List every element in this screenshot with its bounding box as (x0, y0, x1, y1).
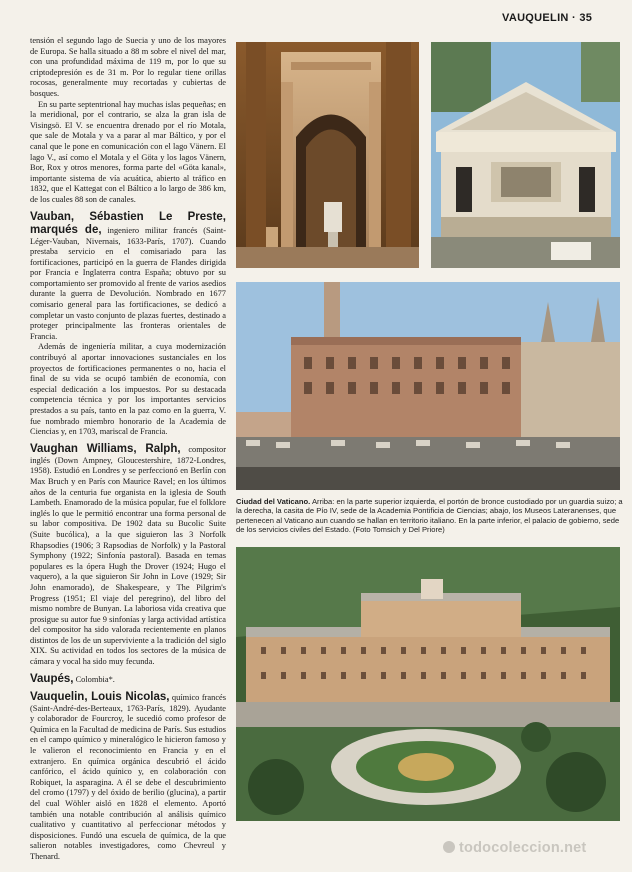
text-column (30, 36, 227, 861)
entry-vaupes (30, 673, 226, 686)
continued-paragraph: En su parte septentrional hay muchas islas pequeñas; en la meridional, por el contrario, se alza la gran isla de Visingsö. El V. se encuentra drenado por el río Motala, que sale de Motala y va a parar al mar Báltico, y por el canal que le pone en comunicación con el lago Vänern. El lago V., así como el Motala y el Göta y los lagos Vänern, Bor, Rox y otros menores, forma parte del «Göta kanal», importante sistema de vía acuática, abierto al tráfico en 1832, que el Kattegat con el Báltico a lo largo de 386 km, de los cuales 88 son de canales. (30, 99, 226, 204)
casita-pio-iv-photo (431, 42, 620, 268)
entry-text: compositor inglés (Down Ampney, Gloucestershire, 1872-Londres, 1958). Estudió en Londres y se perfeccionó en Berlín con Max Bruch y en París con Maurice Ravel; en los últimos años de la centuria fue organista en la iglesia de South Lambeth. Enamorado de la música popular, fue el folklore inglés lo que le permitió encontrar una forma personal de su labor compositiva. De 1902 data su Bucolic Suite (Suite bucólica), a la que siguieron las 3 Norfolk Rhapsodies (1906; 3 Rapsodias de Norfolk) y la Pastoral Symphony (1922; Sinfonía pastoral). Basada en temas populares es la ópera Hugh the Drover (1924; Hugo el vaquero), a la que siguieron Sir John in Love (1929; Sir John enamorado), de Shakespeare, y The Pilgrim's Progress (1951; El viaje del peregrino), del libro del mismo nombre de Bunyan. La laboriosa vida creativa que prosigue su autor fue 9 sinfonías y larga actividad artística del compositor ha sido valorada recientemente en planos distintos de los de un superviviente a la tradición del siglo XIX. Su actividad en todos los sectores de la música de cámara y vocal ha sido muy fecunda. (30, 444, 226, 667)
continued-paragraph: tensión el segundo lago de Suecia y uno de los mayores de Europa. Se halla situado a 88 m sobre el nivel del mar, con una profundidad máxima de 119 m, por lo que su criptodepresión es de 31 m. Por lo regular tiene orillas rocosas, generalmente muy recortadas y cubiertas de bosques. (30, 36, 226, 98)
entry-headword: Vaughan Williams, Ralph, (30, 442, 181, 455)
entry-text: Además de ingeniería militar, a cuya modernización contribuyó al aportar innovaciones sustanciales en los proyectos de fortificaciones permanentes o no, hacia el final de su vida se ocupó también de economía, con especial dedicación a los impuestos. Por su destacada competencia técnica y por los importantes servicios prestados a su país, tanto en la paz como en la guerra, V. fue nombrado miembro honorario de la Academia de Ciencias y, en 1703, mariscal de Francia. (30, 342, 226, 437)
photo-caption (236, 497, 626, 545)
entry-headword: Vauquelin, Louis Nicolas, (30, 690, 170, 703)
entry-text: químico francés (Saint-André-des-Berteaux, 1763-París, 1829). Ayudante y colaborador de Fourcroy, le sucedió como profesor de Química en la Facultad de medicina de París. Sus estudios en el campo químico y mineralógico le hicieron famoso y le valieron el reconocimiento en Francia y en el extranjero. En química orgánica descubrió el ácido canfórico, el ácido quínico y, en colaboración con Robiquet, la asparagina. A él se debe el descubrimiento del cromo (1797) y del óxido de berilio (glucina), a partir del cual Wöhler aisló en 1828 el elemento. Aportó también una notable contribución al análisis químico cualitativo y cuantitativo al perfeccionar métodos y disposiciones. Fundó una escuela de química, de la que salieron notables investigadores, como Chevreul y Thenard. (30, 692, 227, 861)
caption-lead: Ciudad del Vaticano. (236, 497, 311, 506)
entry-vaughan-williams (30, 443, 226, 668)
entry-headword: Vaupés, (30, 672, 74, 685)
entry-vauquelin (30, 691, 226, 863)
bronze-portal-photo (236, 42, 419, 268)
running-head: VAUQUELIN · 35 (502, 12, 593, 24)
entry-vauban (30, 211, 226, 438)
caption-text: Arriba: en la parte superior izquierda, el portón de bronce custodiado por un guardia suizo; a la derecha, la casita de Pío IV, sede de la Academia Pontificia de Ciencias; abajo, los Museos Lateranenses, que pertenecen al Vaticano aun cuando se hallan en territorio italiano. En la parte inferior, el palacio de gobierno, sede de los servicios civiles del Estado. (Foto Tomsich y Del Priore) (236, 497, 623, 535)
entry-headword: Vauban, Sébastien Le Preste, marqués de, (30, 210, 226, 236)
watermark (443, 840, 620, 856)
governorate-palace-photo (236, 547, 620, 821)
entry-text: Colombia*. (75, 674, 115, 684)
entry-text: ingeniero militar francés (Saint-Léger-Vauban, Nivernais, 1633-París, 1707). Cuando prestaba servicio en el comisariado para las fortificaciones, participó en la guerra de Flandes dirigida por Francia e Inglaterra contra España; obtuvo por su comportamiento ser promovido al frente de varios asedios durante la guerra de Devolución. Nombrado en 1677 comisario general para las fortificaciones, se dedicó a completar un vasto conjunto de plazas fuertes, destinado a proteger principalmente las fronteras orientales de Francia. (30, 225, 227, 341)
lateran-museums-photo (236, 282, 620, 490)
watermark-logo-icon (443, 841, 455, 853)
watermark-text: todocoleccion.net (459, 840, 587, 856)
